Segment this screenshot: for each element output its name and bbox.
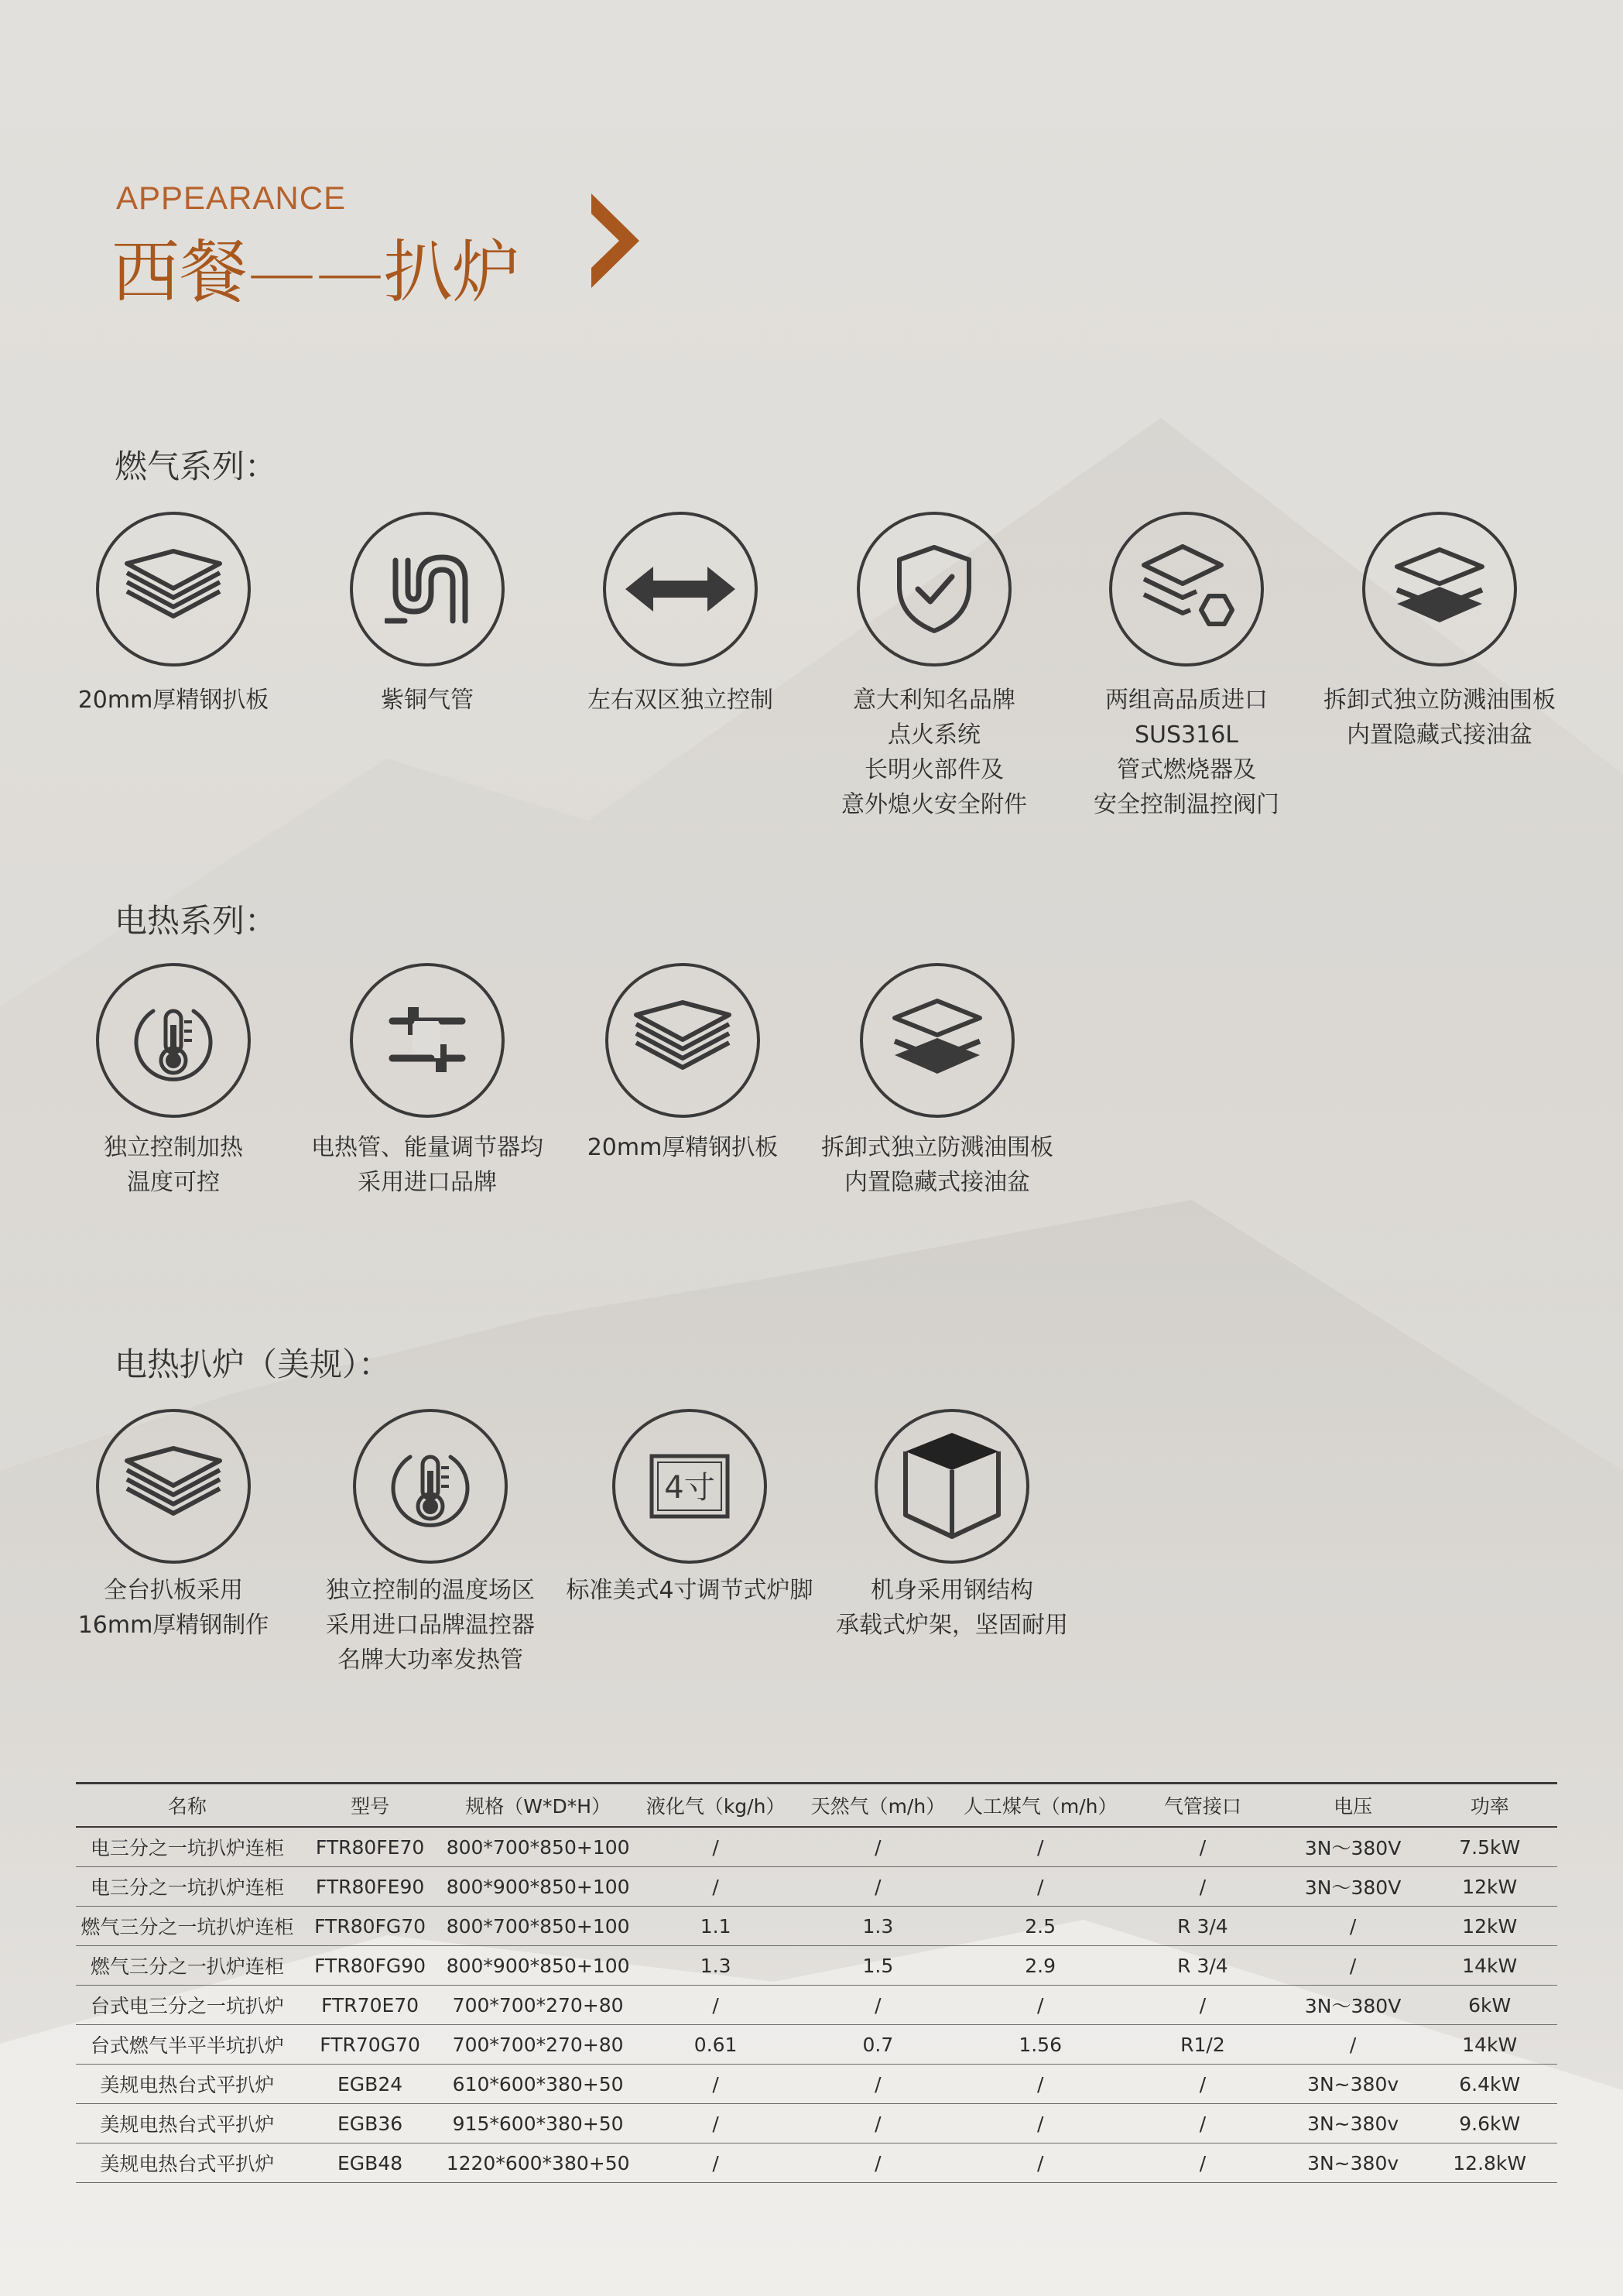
feature-caption — [806, 1130, 1069, 1200]
table-row — [76, 1827, 1557, 1867]
table-cell: 台式电三分之一坑扒炉 — [76, 1986, 299, 2025]
table-cell: 1.1 — [635, 1907, 797, 1946]
table-cell: / — [635, 2065, 797, 2104]
caption-line: 标准美式4寸调节式炉脚 — [566, 1577, 813, 1604]
table-cell: 0.61 — [635, 2025, 797, 2065]
feature-caption — [299, 1573, 562, 1677]
caption-line: 全台扒板采用 — [104, 1577, 243, 1604]
feature-icon-badge — [96, 963, 251, 1118]
table-cell: 3N~380v — [1284, 2104, 1423, 2144]
feature-icon-badge — [875, 1409, 1029, 1564]
shield-check-icon — [892, 543, 977, 636]
table-cell: R1/2 — [1121, 2025, 1284, 2065]
feature-icon-badge — [350, 963, 505, 1118]
feature-caption — [296, 1130, 559, 1200]
layers-icon — [628, 998, 737, 1083]
table-cell: / — [635, 1986, 797, 2025]
caption-line: 内置隐藏式接油盆 — [1347, 721, 1532, 749]
feature-caption — [558, 1573, 821, 1608]
table-cell: 9.6kW — [1422, 2104, 1557, 2144]
table-cell: 6kW — [1422, 1986, 1557, 2025]
caption-line: 采用进口品牌 — [358, 1169, 497, 1196]
table-cell: / — [959, 2104, 1121, 2144]
table-cell: / — [1284, 2025, 1423, 2065]
feature-icon-badge — [603, 512, 758, 667]
table-cell: FTR70G70 — [299, 2025, 442, 2065]
table-cell: 800*900*850+100 — [442, 1946, 635, 1986]
feature-caption — [803, 683, 1066, 822]
layers-icon — [119, 547, 228, 632]
column-header: 液化气（kg/h） — [635, 1784, 797, 1828]
table-row — [76, 2065, 1557, 2104]
table-cell: R 3/4 — [1121, 1946, 1284, 1986]
feature-icon-badge — [857, 512, 1012, 667]
table-cell: / — [1284, 1907, 1423, 1946]
caption-line: 内置隐藏式接油盆 — [844, 1169, 1030, 1196]
feature-caption — [296, 683, 559, 718]
feature-caption — [820, 1573, 1084, 1643]
us-series-title: 电热扒炉（美规）： — [115, 1345, 392, 1383]
electric-series-title: 电热系列： — [115, 902, 278, 940]
table-cell: / — [1284, 1946, 1423, 1986]
page-title: 西餐——扒炉 — [111, 232, 521, 312]
caption-line: 独立控制加热 — [104, 1134, 243, 1161]
caption-line: 两组高品质进口 — [1105, 687, 1268, 714]
caption-line: 承载式炉架，坚固耐用 — [836, 1612, 1068, 1639]
table-cell: 3N~380v — [1284, 2065, 1423, 2104]
caption-line: 电热管、能量调节器均 — [311, 1134, 543, 1161]
table-cell: 12kW — [1422, 1907, 1557, 1946]
double-arrow-icon — [622, 562, 738, 616]
table-cell: 14kW — [1422, 2025, 1557, 2065]
table-cell: / — [635, 2144, 797, 2183]
table-cell: / — [635, 1867, 797, 1907]
table-cell: / — [1121, 1827, 1284, 1867]
table-cell: EGB24 — [299, 2065, 442, 2104]
caption-line: 独立控制的温度场区 — [326, 1577, 535, 1604]
caption-line: 名牌大功率发热管 — [337, 1647, 523, 1674]
table-cell: 电三分之一坑扒炉连柜 — [76, 1867, 299, 1907]
caption-line: 紫铜气管 — [381, 687, 474, 714]
caption-line: 温度可控 — [127, 1169, 220, 1196]
sliders-icon — [385, 998, 470, 1083]
caption-line: 安全控制温控阀门 — [1094, 791, 1279, 818]
table-cell: EGB36 — [299, 2104, 442, 2144]
table-cell: 800*700*850+100 — [442, 1827, 635, 1867]
caption-line: 拆卸式独立防溅油围板 — [821, 1134, 1053, 1161]
table-cell: / — [1121, 2144, 1284, 2183]
column-header: 天然气（m/h） — [797, 1784, 960, 1828]
feature-icon-badge — [612, 1409, 767, 1564]
column-header: 型号 — [299, 1784, 442, 1828]
table-cell: / — [797, 2104, 960, 2144]
table-cell: FTR80FE90 — [299, 1867, 442, 1907]
table-cell: FTR80FG70 — [299, 1907, 442, 1946]
caption-line: SUS316L — [1134, 721, 1239, 749]
table-cell: / — [1121, 2104, 1284, 2144]
table-cell: 12.8kW — [1422, 2144, 1557, 2183]
chevron-right-icon — [588, 190, 642, 291]
spec-table-header — [76, 1784, 1557, 1828]
table-cell: 美规电热台式平扒炉 — [76, 2144, 299, 2183]
table-row — [76, 1986, 1557, 2025]
feature-icon-badge — [350, 512, 505, 667]
table-cell: 7.5kW — [1422, 1827, 1557, 1867]
table-row — [76, 2025, 1557, 2065]
column-header: 人工煤气（m/h） — [959, 1784, 1121, 1828]
table-cell: / — [959, 1867, 1121, 1907]
table-row — [76, 1907, 1557, 1946]
caption-line: 拆卸式独立防溅油围板 — [1323, 687, 1556, 714]
table-cell: 3N～380V — [1284, 1867, 1423, 1907]
table-cell: FTR80FG90 — [299, 1946, 442, 1986]
table-cell: 燃气三分之一坑扒炉连柜 — [76, 1907, 299, 1946]
table-cell: 700*700*270+80 — [442, 1986, 635, 2025]
table-cell: / — [959, 2065, 1121, 2104]
table-cell: / — [1121, 1867, 1284, 1907]
feature-icon-badge — [96, 512, 251, 667]
table-cell: 6.4kW — [1422, 2065, 1557, 2104]
table-cell: 700*700*270+80 — [442, 2025, 635, 2065]
caption-line: 机身采用钢结构 — [871, 1577, 1033, 1604]
table-cell: 1220*600*380+50 — [442, 2144, 635, 2183]
caption-line: 16mm厚精钢制作 — [77, 1612, 269, 1639]
feature-caption — [42, 1573, 305, 1643]
caption-line: 左右双区独立控制 — [587, 687, 773, 714]
table-cell: 3N~380v — [1284, 2144, 1423, 2183]
table-cell: 1.56 — [959, 2025, 1121, 2065]
feature-icon-badge — [353, 1409, 508, 1564]
table-cell: 电三分之一坑扒炉连柜 — [76, 1827, 299, 1867]
layers-removable-icon — [887, 998, 988, 1083]
table-cell: 美规电热台式平扒炉 — [76, 2065, 299, 2104]
table-cell: EGB48 — [299, 2144, 442, 2183]
table-cell: 2.5 — [959, 1907, 1121, 1946]
feature-caption — [551, 1130, 814, 1165]
table-cell: 610*600*380+50 — [442, 2065, 635, 2104]
table-cell: / — [635, 1827, 797, 1867]
caption-line: 20mm厚精钢扒板 — [587, 1134, 779, 1161]
table-cell: 3N～380V — [1284, 1986, 1423, 2025]
table-cell: 1.3 — [635, 1946, 797, 1986]
table-cell: / — [797, 2144, 960, 2183]
copper-pipe-icon — [385, 547, 470, 632]
table-cell: 2.9 — [959, 1946, 1121, 1986]
feature-icon-badge — [605, 963, 760, 1118]
table-cell: 台式燃气半平半坑扒炉 — [76, 2025, 299, 2065]
layers-hexagon-icon — [1136, 539, 1237, 639]
table-cell: 0.7 — [797, 2025, 960, 2065]
table-cell: 800*700*850+100 — [442, 1907, 635, 1946]
table-cell: 12kW — [1422, 1867, 1557, 1907]
column-header: 电压 — [1284, 1784, 1423, 1828]
table-cell: R 3/4 — [1121, 1907, 1284, 1946]
thermometer-icon — [384, 1440, 477, 1533]
table-cell: / — [959, 2144, 1121, 2183]
layers-icon — [119, 1444, 228, 1529]
table-cell: 915*600*380+50 — [442, 2104, 635, 2144]
caption-line: 20mm厚精钢扒板 — [77, 687, 269, 714]
table-cell: FTR70E70 — [299, 1986, 442, 2025]
table-cell: 14kW — [1422, 1946, 1557, 1986]
table-cell: / — [1121, 2065, 1284, 2104]
table-cell: 燃气三分之一扒炉连柜 — [76, 1946, 299, 1986]
spec-table — [76, 1782, 1557, 2183]
feature-caption — [1055, 683, 1318, 822]
caption-line: 管式燃烧器及 — [1117, 756, 1256, 783]
appearance-kicker: APPEARANCE — [116, 180, 347, 216]
table-row — [76, 2104, 1557, 2144]
table-cell: / — [797, 2065, 960, 2104]
table-cell: / — [797, 1867, 960, 1907]
thermometer-icon — [127, 994, 220, 1087]
table-cell: / — [959, 1986, 1121, 2025]
table-cell: / — [635, 2104, 797, 2144]
column-header: 气管接口 — [1121, 1784, 1284, 1828]
column-header: 名称 — [76, 1784, 299, 1828]
table-cell: 1.3 — [797, 1907, 960, 1946]
feature-icon-badge — [96, 1409, 251, 1564]
table-row — [76, 1867, 1557, 1907]
gas-series-title: 燃气系列： — [115, 447, 278, 485]
caption-line: 采用进口品牌温控器 — [326, 1612, 535, 1639]
table-cell: FTR80FE70 — [299, 1827, 442, 1867]
svg-text:4寸: 4寸 — [664, 1470, 715, 1506]
table-row — [76, 1946, 1557, 1986]
table-cell: / — [1121, 1986, 1284, 2025]
table-cell: / — [797, 1827, 960, 1867]
caption-line: 长明火部件及 — [865, 756, 1004, 783]
spec-table-body — [76, 1827, 1557, 2183]
four-inch-icon — [647, 1451, 732, 1521]
caption-line: 意大利知名品牌 — [853, 687, 1015, 714]
feature-caption — [549, 683, 812, 718]
feature-icon-badge — [1109, 512, 1264, 667]
caption-line: 意外熄火安全附件 — [841, 791, 1027, 818]
feature-caption — [42, 1130, 305, 1200]
feature-icon-badge — [1362, 512, 1517, 667]
caption-line: 点火系统 — [888, 721, 981, 749]
feature-icon-badge — [860, 963, 1015, 1118]
table-cell: 美规电热台式平扒炉 — [76, 2104, 299, 2144]
feature-caption — [1308, 683, 1571, 752]
cube-icon — [898, 1428, 1006, 1544]
column-header: 功率 — [1422, 1784, 1557, 1828]
table-cell: 1.5 — [797, 1946, 960, 1986]
table-cell: 3N～380V — [1284, 1827, 1423, 1867]
layers-removable-icon — [1389, 547, 1490, 632]
table-cell: / — [797, 1986, 960, 2025]
feature-caption — [42, 683, 305, 718]
table-cell: 800*900*850+100 — [442, 1867, 635, 1907]
column-header: 规格（W*D*H） — [442, 1784, 635, 1828]
table-cell: / — [959, 1827, 1121, 1867]
table-row — [76, 2144, 1557, 2183]
